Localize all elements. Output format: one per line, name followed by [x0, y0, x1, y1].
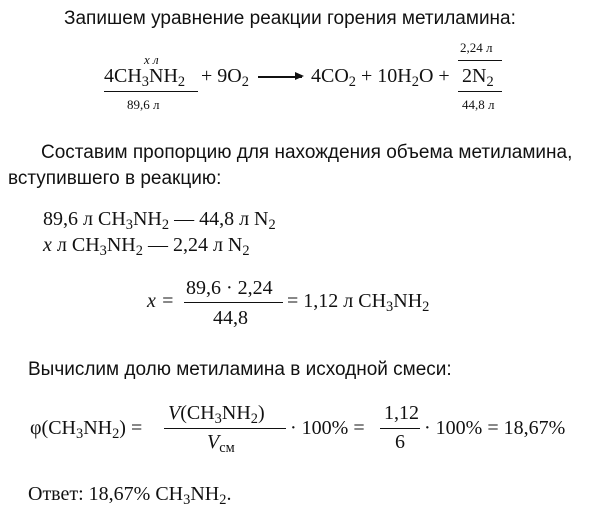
proportion-line-1: 89,6 л $CH_3NH_2$ — 44,8 л $N_2$ — [43, 208, 276, 234]
products-term: $4CO_2 + 10H_2O$ + — [311, 65, 450, 91]
x-numerator: 89,6 · 2,24 — [186, 277, 273, 299]
fraction-den2: 6 — [395, 431, 405, 453]
x-fraction-bar — [184, 302, 283, 303]
fraction-num2: 1,12 — [384, 402, 419, 424]
heading-proportion-line2: вступившего в реакцию: — [8, 168, 222, 189]
reaction-above-right: 2,24 л — [460, 40, 493, 55]
heading-fraction: Вычислим долю метиламина в исходной смеси: — [28, 359, 452, 380]
reaction-above-left: x л — [144, 52, 159, 67]
fraction-lhs: $\varphi(CH_3NH_2)$ = — [30, 417, 143, 443]
fraction-den1: $V_{см}$ — [207, 431, 235, 457]
nitrogen-overline — [458, 60, 502, 61]
x-result: = 1,12 л $CH_3NH_2$ — [287, 290, 430, 316]
oxygen-term: + $9O_2$ — [201, 65, 249, 91]
reaction-arrow — [258, 76, 302, 78]
fraction-bar-1 — [164, 428, 286, 429]
heading-proportion-line1: Составим пропорцию для нахождения объема метиламина, — [41, 142, 573, 163]
nitrogen-underline — [458, 91, 502, 92]
fraction-times1: · 100% = — [290, 417, 365, 439]
methylamine-term: $4CH_3NH_2$ — [104, 65, 186, 91]
heading-reaction: Запишем уравнение реакции горения метиламина: — [64, 8, 516, 29]
fraction-times2: · 100% = 18,67% — [424, 417, 566, 439]
fraction-bar-2 — [380, 428, 420, 429]
fraction-num1: $V(CH_3NH_2)$ — [168, 402, 265, 428]
x-denominator: 44,8 — [213, 307, 248, 329]
reaction-below-right: 44,8 л — [462, 97, 495, 112]
reaction-below-left: 89,6 л — [127, 97, 160, 112]
nitrogen-term: $2N_2$ — [462, 65, 494, 91]
x-lhs: x = — [147, 290, 175, 312]
proportion-line-2: x л $CH_3NH_2$ — 2,24 л $N_2$ — [43, 234, 250, 260]
answer: Ответ: 18,67% $CH_3NH_2$. — [28, 483, 232, 509]
methylamine-underline — [104, 91, 198, 92]
